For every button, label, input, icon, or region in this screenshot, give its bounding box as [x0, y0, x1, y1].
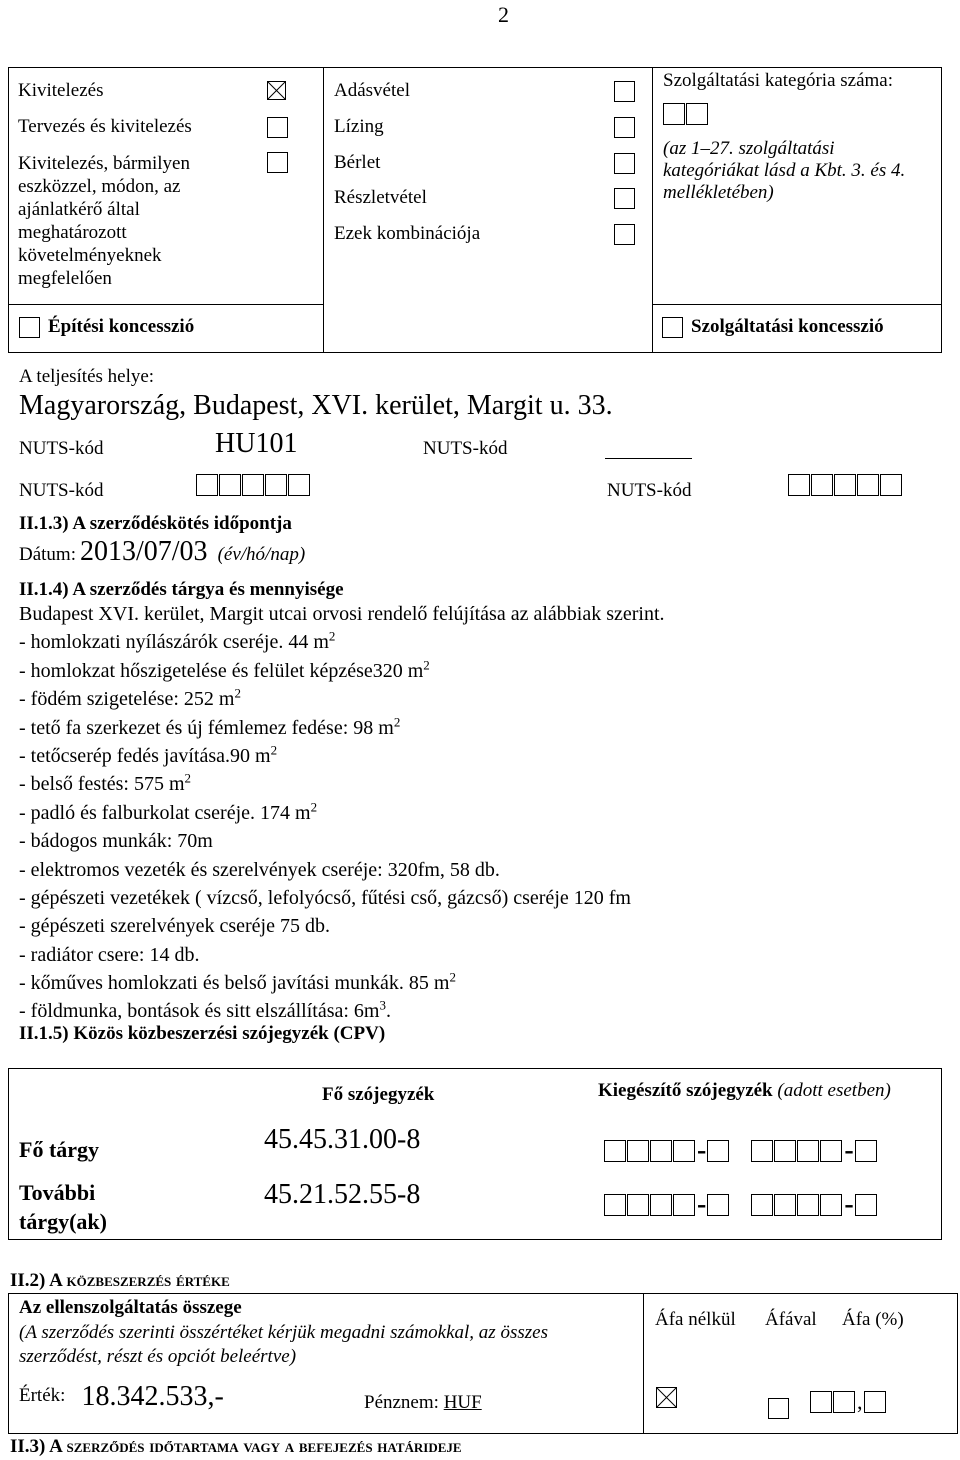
subject-line [19, 657, 665, 685]
nuts-label-3: NUTS-kód [19, 480, 104, 501]
digit-box[interactable] [811, 474, 833, 496]
col-without-vat: Áfa nélkül [655, 1309, 736, 1330]
digit-box[interactable] [833, 1391, 855, 1413]
cpv-row-main-code: 45.45.31.00-8 [264, 1124, 421, 1155]
contract-date-heading: II.1.3) A szerződéskötés időpontja [19, 513, 292, 534]
heading-prefix: II.3) A [10, 1436, 62, 1457]
note-line: mellékletében) [663, 182, 774, 203]
superscript: 3 [379, 997, 386, 1013]
digit-box[interactable] [820, 1140, 842, 1162]
value-amount: 18.342.533,- [81, 1381, 224, 1412]
subject-line-text: - radiátor csere: 14 db. [19, 943, 200, 966]
date-format: (év/hó/nap) [217, 544, 306, 565]
superscript: 2 [310, 799, 318, 815]
supply-option-leasing: Lízing [334, 116, 384, 137]
digit-box[interactable] [242, 474, 264, 496]
checkbox-rental[interactable] [614, 153, 635, 174]
date-label: Dátum: [19, 544, 76, 565]
note-line: (A szerződés szerinti összértéket kérjük megadni számokkal, az összes [19, 1322, 548, 1343]
col-with-vat: Áfával [765, 1309, 817, 1330]
duration-heading [10, 1436, 462, 1458]
supply-option-combination: Ezek kombinációja [334, 223, 481, 244]
superscript: 2 [328, 628, 336, 644]
value-row [19, 1381, 224, 1413]
subject-line [19, 742, 665, 770]
digit-box[interactable] [686, 103, 708, 125]
digit-box[interactable] [774, 1140, 796, 1162]
works-option-design-build [18, 116, 192, 138]
subject-heading: II.1.4) A szerződés tárgya és mennyisége [19, 579, 344, 600]
digit-box[interactable] [855, 1140, 877, 1162]
label-line: tárgy(ak) [19, 1209, 107, 1234]
works-option-line: Kivitelezés, bármilyen [18, 153, 190, 174]
works-option-label: Tervezés és kivitelezés [18, 116, 192, 137]
nuts-label-2: NUTS-kód [423, 438, 508, 459]
subject-line [19, 799, 665, 827]
cpv-row-main-label: Fő tárgy [19, 1137, 100, 1162]
subject-line-text: - padló és falburkolat cseréje. 174 m [19, 801, 311, 824]
dash: - [697, 1189, 707, 1220]
digit-box[interactable] [834, 474, 856, 496]
vat-pct-boxes[interactable] [810, 1389, 887, 1415]
digit-box[interactable] [650, 1140, 672, 1162]
digit-box[interactable] [751, 1194, 773, 1216]
subject-lines [19, 600, 665, 1026]
subject-line [19, 628, 665, 656]
subject-line [19, 714, 665, 742]
date-value: 2013/07/03 [80, 536, 208, 567]
cpv-heading: II.1.5) Közös közbeszerzési szójegyzék (CPV) [19, 1023, 386, 1044]
total-note [19, 1321, 548, 1369]
works-concession-label: Építési koncesszió [48, 316, 195, 337]
subject-line [19, 884, 665, 912]
digit-box[interactable] [604, 1140, 626, 1162]
digit-box[interactable] [774, 1194, 796, 1216]
place-value: Magyarország, Budapest, XVI. kerület, Margit u. 33. [19, 390, 613, 421]
page-number: 2 [498, 2, 509, 27]
service-concession-label: Szolgáltatási koncesszió [691, 316, 884, 337]
subject-line-text: - bádogos munkák: 70m [19, 830, 213, 853]
currency [364, 1392, 482, 1414]
subject-line-text: - belső festés: 575 m [19, 773, 185, 796]
currency-value: HUF [443, 1392, 482, 1413]
checkbox-service-concession[interactable] [662, 317, 683, 338]
cpv-supp-boxes-main[interactable] [604, 1135, 878, 1167]
checkbox-purchase[interactable] [614, 81, 635, 102]
digit-box[interactable] [810, 1391, 832, 1413]
digit-box[interactable] [797, 1194, 819, 1216]
dash: - [844, 1189, 854, 1220]
subject-line-tail: . [386, 1000, 391, 1023]
works-option-line: követelményeknek [18, 245, 162, 266]
subject-line [19, 600, 665, 628]
subject-line [19, 912, 665, 940]
subject-line-text: - gépészeti vezetékek ( vízcső, lefolyócső, fűtési cső, gázcső) cseréje 120 fm [19, 886, 631, 909]
works-option-line: meghatározott [18, 222, 127, 243]
digit-box[interactable] [196, 474, 218, 496]
note-line: szerződést, részt és opciót beleértve) [19, 1346, 297, 1367]
subject-line-text: - földmunka, bontások és sitt elszállítása: 6m [19, 1000, 380, 1023]
digit-box[interactable] [864, 1391, 886, 1413]
service-category-note [663, 138, 905, 204]
subject-line-text: - elektromos vezeték és szerelvények cseréje: 320fm, 58 db. [19, 858, 500, 881]
subject-line [19, 941, 665, 969]
digit-box[interactable] [707, 1194, 729, 1216]
checkbox-hire-purchase[interactable] [614, 188, 635, 209]
cpv-supp-boxes-additional[interactable] [604, 1189, 878, 1221]
works-option-line: megfelelően [18, 268, 112, 289]
superscript: 2 [184, 770, 192, 786]
digit-box[interactable] [604, 1194, 626, 1216]
digit-box[interactable] [707, 1140, 729, 1162]
nuts-code-boxes-1[interactable] [196, 474, 311, 496]
works-option-requirements [18, 152, 190, 290]
dash: - [697, 1135, 707, 1166]
value-label: Érték: [19, 1385, 66, 1406]
works-option-line: ajánlatkérő által [18, 199, 140, 220]
subject-line [19, 827, 665, 855]
subject-line-text: Budapest XVI. kerület, Margit utcai orvosi rendelő felújítása az alábbiak szerint. [19, 603, 665, 625]
heading-rest: közbeszerzés értéke [66, 1270, 230, 1291]
nuts-blank-line [605, 458, 692, 459]
cpv-row-additional-label [19, 1178, 107, 1236]
nuts-value: HU101 [215, 428, 298, 459]
works-concession [19, 316, 194, 338]
subject-line-text: - födém szigetelése: 252 m [19, 688, 235, 711]
checkbox-design-build[interactable] [267, 117, 288, 138]
subject-line [19, 969, 665, 997]
digit-box[interactable] [788, 474, 810, 496]
digit-box[interactable] [627, 1194, 649, 1216]
digit-box[interactable] [857, 474, 879, 496]
currency-label: Pénznem: [364, 1392, 439, 1413]
supp-header-note: (adott esetben) [777, 1080, 891, 1101]
supply-option-purchase: Adásvétel [334, 80, 410, 101]
digit-box[interactable] [219, 474, 241, 496]
superscript: 2 [423, 657, 430, 673]
supply-option-hire-purchase: Részletvétel [334, 187, 427, 208]
checkbox-with-vat[interactable] [768, 1398, 789, 1419]
supp-header-label: Kiegészítő szójegyzék [598, 1080, 773, 1101]
nuts-code-boxes-2[interactable] [788, 474, 903, 496]
note-line: (az 1–27. szolgáltatási [663, 138, 835, 159]
works-option-construction [18, 80, 103, 102]
heading-prefix: II.2) A [10, 1270, 62, 1291]
nuts-label-4: NUTS-kód [607, 480, 692, 501]
subject-line-text: - gépészeti szerelvények cseréje 75 db. [19, 915, 330, 938]
value-heading [10, 1270, 230, 1292]
superscript: 2 [393, 713, 401, 729]
checkbox-works-concession[interactable] [19, 317, 40, 338]
digit-box[interactable] [855, 1194, 877, 1216]
superscript: 2 [234, 685, 241, 701]
checkbox-combination[interactable] [614, 224, 635, 245]
digit-box[interactable] [673, 1194, 695, 1216]
digit-box[interactable] [797, 1140, 819, 1162]
digit-box[interactable] [288, 474, 310, 496]
subject-line-text: - tető fa szerkezet és új fémlemez fedése: 98 m [19, 716, 394, 739]
subject-line-text: - homlokzati nyílászárók cseréje. 44 m [19, 631, 329, 654]
subject-line-text: - kőműves homlokzati és belső javítási munkák. 85 m [19, 972, 450, 995]
subject-line [19, 856, 665, 884]
works-option-label: Kivitelezés [18, 80, 104, 101]
digit-box[interactable] [820, 1194, 842, 1216]
service-concession [662, 316, 884, 338]
superscript: 2 [270, 742, 278, 758]
digit-box[interactable] [673, 1140, 695, 1162]
subject-line [19, 685, 665, 713]
comma: , [857, 1389, 863, 1414]
subject-line [19, 997, 665, 1025]
checked-checkbox-construction[interactable] [267, 81, 287, 101]
nuts-label-1: NUTS-kód [19, 438, 104, 459]
cpv-main-header: Fő szójegyzék [322, 1084, 435, 1105]
place-label: A teljesítés helye: [19, 366, 155, 387]
cpv-row-additional-code: 45.21.52.55-8 [264, 1179, 421, 1210]
works-option-line: eszközzel, módon, az [18, 176, 181, 197]
checkbox-leasing[interactable] [614, 117, 635, 138]
digit-box[interactable] [880, 474, 902, 496]
subject-line [19, 770, 665, 798]
label-line: További [19, 1180, 96, 1205]
col-vat-pct: Áfa (%) [842, 1309, 904, 1330]
cpv-supp-header [598, 1080, 891, 1102]
subject-line-text: - tetőcserép fedés javítása.90 m [19, 744, 271, 767]
service-category-label: Szolgáltatási kategória száma: [663, 70, 894, 91]
checked-checkbox-without-vat[interactable] [656, 1387, 678, 1409]
superscript: 2 [449, 969, 456, 985]
checkbox-requirements[interactable] [267, 152, 288, 173]
heading-rest: szerződés időtartama vagy a befejezés határideje [66, 1436, 462, 1457]
dash: - [844, 1135, 854, 1166]
supply-option-rental: Bérlet [334, 152, 381, 173]
total-label: Az ellenszolgáltatás összege [19, 1297, 242, 1318]
service-category-boxes[interactable] [663, 103, 709, 125]
digit-box[interactable] [751, 1140, 773, 1162]
digit-box[interactable] [627, 1140, 649, 1162]
digit-box[interactable] [265, 474, 287, 496]
note-line: kategóriákat lásd a Kbt. 3. és 4. [663, 160, 906, 181]
digit-box[interactable] [663, 103, 685, 125]
digit-box[interactable] [650, 1194, 672, 1216]
subject-line-text: - homlokzat hőszigetelése és felület képzése320 m [19, 659, 424, 682]
contract-date-row [19, 536, 305, 568]
